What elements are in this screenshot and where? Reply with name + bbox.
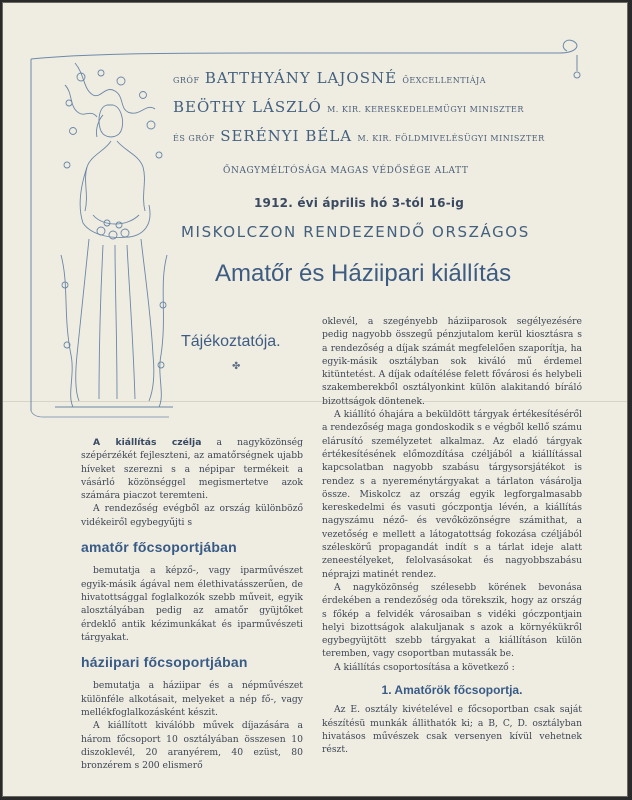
- right-paragraph-4: A kiállítás csoportosítása a következő :: [334, 661, 515, 673]
- intro-paragraph: [81, 436, 303, 502]
- right-paragraph-5: Az E. osztály kivételével e főcsoportban csak saját készítésü munkák állithatók ki; a B, C, D. osztályban hivatásos művészek csak versenyen kívül vehetnek részt.: [322, 704, 582, 756]
- document-page: [2, 2, 628, 797]
- right-paragraph-1: oklevél, a szegényebb háziiparosok segélyezésére pedig nagyobb összegű pénzjutalom kerül kiosztásra s a rendezőség a díjak számát megfelelően szaporítja, ha egyik-másik osztályban sok kiváló mű érdemel kitüntetést. A díjak odaítélése felett fővárosi és helybeli szakemberekből osztályonkint külön alakitandó bíráló bizottságok döntenek.: [322, 316, 582, 407]
- left-paragraph-2: A rendezőség evégből az ország különböző vidékeiről egybegyűjti s: [81, 503, 303, 528]
- patron-3-prefix: ÉS GRÓF: [173, 134, 215, 143]
- left-paragraph-3: bemutatja a képző-, vagy iparművészet egyik-másik ágával nem élethivatásszerűen, de hivatottsággal foglalkozók szebb műveit, egyik alosztályában pedig az amatőr gyüjtőket érdeklő antik kézimunkákat és iparművészeti tárgyakat.: [81, 565, 303, 643]
- intro-lead: A kiállítás czélja: [93, 437, 202, 448]
- left-paragraph-4: bemutatja a háziipar és a népművészet különféle alkotásait, melyeket a nép fő-, vagy mellékfoglalkozásként készit.: [81, 680, 303, 719]
- right-paragraph-3: A nagyközönség szélesebb körének bevonása érdekében a rendezőség oda törekszik, hogy az ország s főkép a felvidék városaiban s vidéki góczpontjain helyi bizottságok alakuljanak s azok a környékükről egybegyüjtött szebb tárgyakat a kiállításon külön teremben, vagy csoportban mutassák be.: [322, 581, 582, 660]
- subtitle: Tájékoztatója.: [181, 333, 281, 350]
- patron-3-name: SERÉNYI BÉLA: [220, 127, 353, 145]
- right-paragraph-2: A kiállító óhajára a beküldött tárgyak értékesítéséről a rendezőség maga gondoskodik s e végből kellő számu elárusító személyzetet alkalmaz. Az eladó tárgyak értékesítésének előmozdítása czéljából a kiállítással kapcsolatban nagyobb szabásu tárgysorsjátékot is rendez s a nyereménytárgyakat a tárlaton vásárolja össze. Miskolcz az ország egyik legforgalmasabb kereskedelmi és vasuti góczpontja lévén, a kiállítás nagyszámu néző- és vevőközönségre számithat, a vezetőség e mellett a látogatottság fokozása czéljából széleskörű propagandát indít s a tárlat ideje alatt zeneestélyeket, felolvasásokat és nagyobbszabásu néprajzi matinét rendez.: [322, 409, 582, 580]
- patron-2-name: BEÖTHY LÁSZLÓ: [173, 98, 322, 116]
- amateur-heading: amatőr főcsoportjában: [81, 539, 237, 556]
- woman-with-basket-illustration: [55, 55, 173, 410]
- left-paragraph-5: A kiállított kiválóbb művek díjazására a három főcsoport 10 osztályában összesen 10 diszoklevél, 20 aranyérem, 40 ezüst, 80 bronzérem s 200 elismerő: [81, 720, 303, 772]
- section-1-heading: 1. Amatőrök főcsoportja.: [381, 683, 523, 698]
- fold-line: [3, 401, 628, 402]
- patron-1-name: BATTHYÁNY LAJOSNÉ: [204, 69, 398, 87]
- patron-line-1: [173, 68, 583, 87]
- ornament-icon: ✤: [232, 361, 241, 372]
- left-column: [81, 436, 303, 773]
- right-column: [322, 315, 582, 757]
- patron-3-title: M. KIR. FÖLDMIVELÉSÜGYI MINISZTER: [357, 134, 545, 143]
- intro-text: a nagyközönség szépérzékét fejleszteni, az amatőrségnek ujabb híveket szerezni s a népipar termékeit a vásárló közönséggel megismertetve azok számára piaczot teremteni.: [81, 437, 303, 502]
- patron-2-title: M. KIR. KERESKEDELEMÜGYI MINISZTER: [327, 105, 524, 114]
- organizer-line: MISKOLCZON RENDEZENDŐ ORSZÁGOS: [181, 223, 530, 241]
- patronage-line: ŐNAGYMÉLTÓSÁGA MAGAS VÉDŐSÉGE ALATT: [223, 166, 469, 176]
- main-title: Amatőr és Háziipari kiállítás: [215, 260, 512, 287]
- home-industry-heading: háziipari főcsoportjában: [81, 654, 248, 671]
- patron-line-2: [173, 97, 583, 116]
- patron-1-title: ŐEXCELLENTIÁJA: [402, 76, 486, 85]
- patron-1-prefix: GRÓF: [173, 76, 200, 85]
- exhibition-dates: 1912. évi április hó 3-tól 16-ig: [254, 196, 465, 210]
- patron-line-3: [173, 126, 583, 145]
